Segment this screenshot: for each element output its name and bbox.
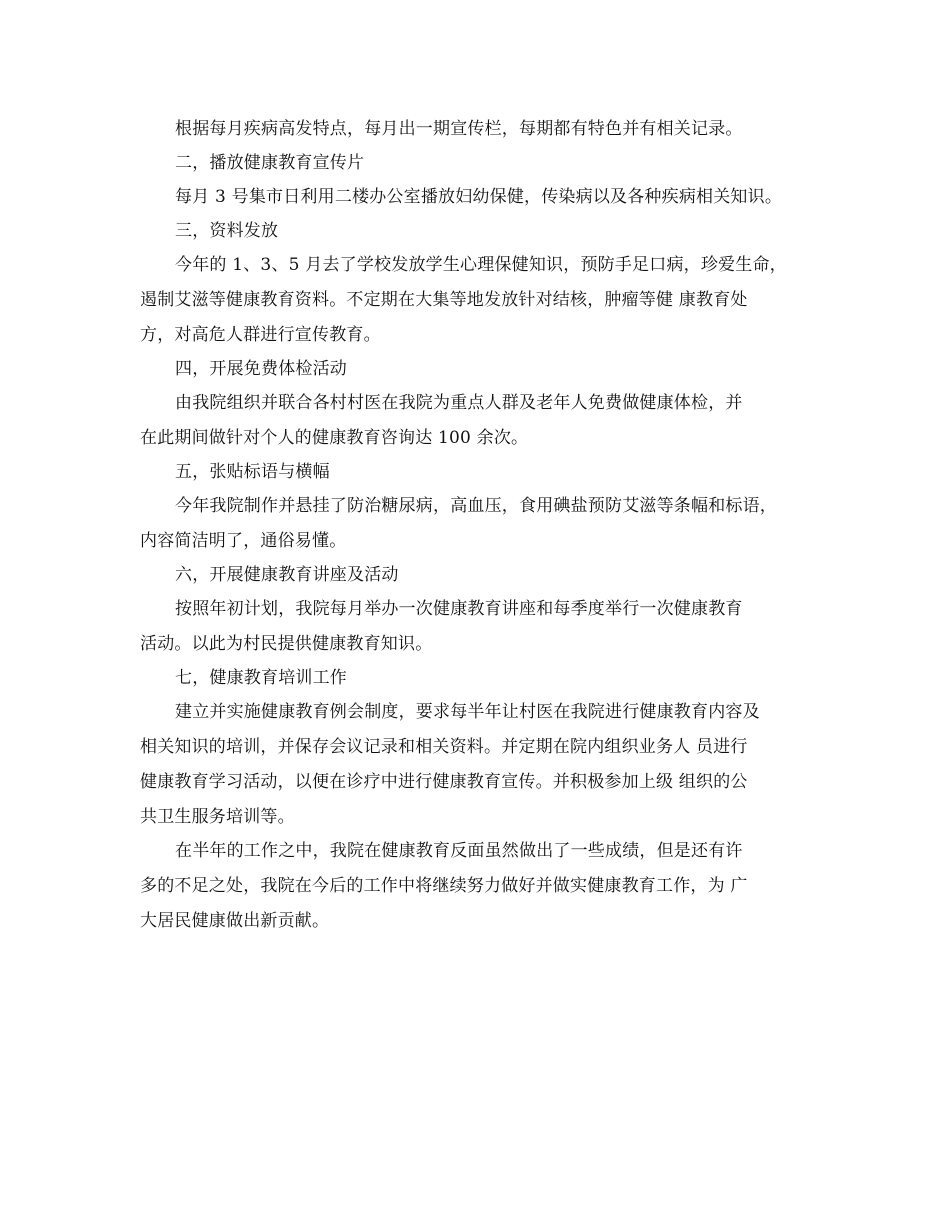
paragraph-line: 在半年的工作之中，我院在健康教育反面虽然做出了一些成绩，但是还有许 — [175, 841, 743, 861]
paragraph-line: 相关知识的培训，并保存会议记录和相关资料。并定期在院内组织业务人 员进行 — [140, 737, 748, 757]
paragraph-line: 共卫生服务培训等。 — [140, 807, 295, 827]
section-heading: 二，播放健康教育宣传片 — [175, 153, 365, 173]
section-heading: 五，张贴标语与横幅 — [175, 462, 330, 482]
paragraph-line: 遏制艾滋等健康教育资料。不定期在大集等地发放针对结核，肿瘤等健 康教育处 — [140, 290, 748, 310]
paragraph-line: 多的不足之处，我院在今后的工作中将继续努力做好并做实健康教育工作，为 广 — [140, 876, 748, 896]
paragraph-line: 今年的 1、3、5 月去了学校发放学生心理保健知识，预防手足口病，珍爱生命， — [175, 255, 787, 275]
paragraph-line: 活动。以此为村民提供健康教育知识。 — [140, 634, 433, 654]
paragraph-line: 方，对高危人群进行宣传教育。 — [140, 325, 381, 345]
paragraph-line: 每月 3 号集市日利用二楼办公室播放妇幼保健，传染病以及各种疾病相关知识。 — [175, 187, 783, 207]
section-heading: 七，健康教育培训工作 — [175, 668, 347, 688]
section-heading: 四，开展免费体检活动 — [175, 359, 347, 379]
section-heading: 六，开展健康教育讲座及活动 — [175, 565, 399, 585]
paragraph-line: 根据每月疾病高发特点，每月出一期宣传栏，每期都有特色并有相关记录。 — [175, 119, 743, 139]
paragraph-line: 由我院组织并联合各村村医在我院为重点人群及老年人免费做健康体检，并 — [175, 393, 743, 413]
paragraph-line: 在此期间做针对个人的健康教育咨询达 100 余次。 — [140, 428, 529, 448]
paragraph-line: 按照年初计划，我院每月举办一次健康教育讲座和每季度举行一次健康教育 — [175, 599, 743, 619]
section-heading: 三，资料发放 — [175, 221, 279, 241]
paragraph-line: 大居民健康做出新贡献。 — [140, 911, 330, 931]
paragraph-line: 内容简洁明了，通俗易懂。 — [140, 531, 347, 551]
paragraph-line: 健康教育学习活动，以便在诊疗中进行健康教育宣传。并积极参加上级 组织的公 — [140, 772, 748, 792]
paragraph-line: 建立并实施健康教育例会制度，要求每半年让村医在我院进行健康教育内容及 — [175, 702, 760, 722]
paragraph-line: 今年我院制作并悬挂了防治糖尿病，高血压，食用碘盐预防艾滋等条幅和标语， — [175, 496, 777, 516]
